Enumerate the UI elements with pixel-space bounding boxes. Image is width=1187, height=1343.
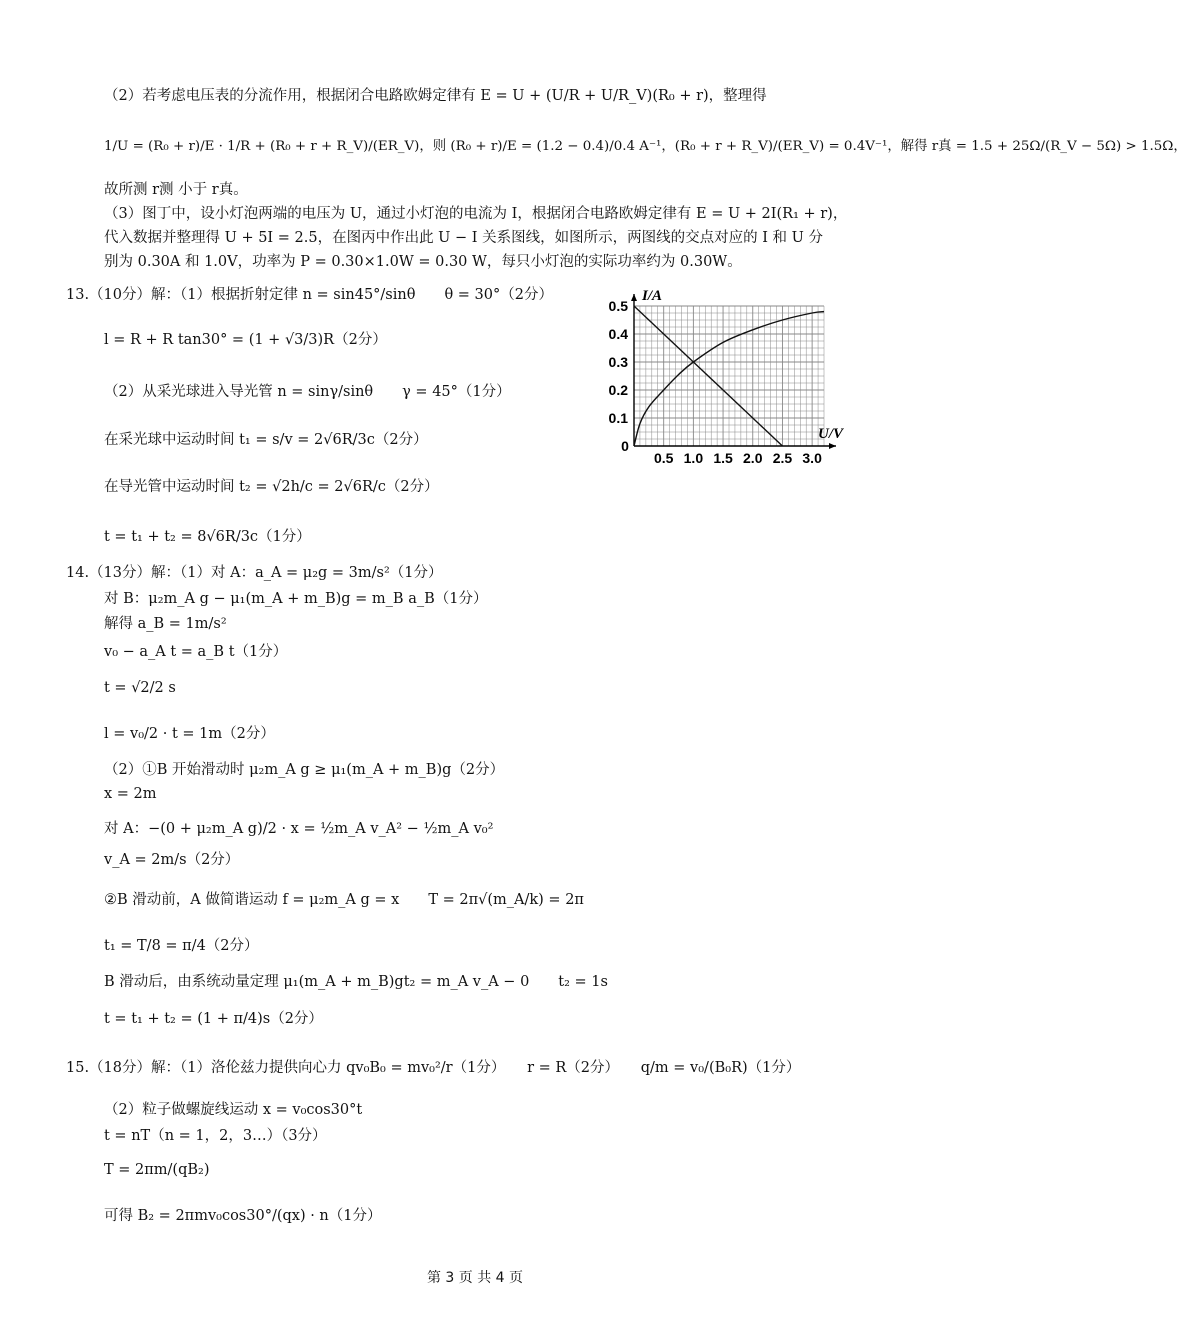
x-tick-label: 2.5 — [772, 450, 793, 466]
origin-label: 0 — [621, 438, 629, 454]
page-footer: 第 3 页 共 4 页 — [426, 1270, 524, 1286]
x-tick-label: 1.5 — [713, 450, 733, 466]
y-axis-label: I/A — [642, 288, 663, 304]
y-tick-label: 0.3 — [608, 354, 628, 370]
q14-line-x: x = 2m — [104, 786, 157, 802]
q15-line-x: （2）粒子做螺旋线运动 x = v₀cos30°t — [104, 1102, 363, 1118]
x-tick-label: 1.0 — [683, 450, 704, 466]
y-tick-label: 0.1 — [608, 410, 628, 426]
x-axis-arrow — [829, 443, 836, 449]
q14-line-energy: 对 A：−(0 + μ₂m_A g)/2 · x = ½m_A v_A² − ½m_A v₀² — [104, 821, 494, 837]
p3-line-2: 代入数据并整理得 U + 5I = 2.5，在图丙中作出此 U − I 关系图线，如图所示，两图线的交点对应的 I 和 U 分 — [104, 230, 823, 246]
q13-line-t1: 在采光球中运动时间 t₁ = s/v = 2√6R/3c（2分） — [104, 432, 428, 448]
q14-header: 14.（13分）解：（1）对 A：a_A = μ₂g = 3m/s²（1分） — [66, 565, 443, 581]
q14-line-t1: t₁ = T/8 = π/4（2分） — [104, 938, 259, 954]
p3-line-3: 别为 0.30A 和 1.0V，功率为 P = 0.30×1.0W = 0.30 W，每只小灯泡的实际功率约为 0.30W。 — [104, 254, 742, 270]
q13-line-n2: （2）从采光球进入导光管 n = sinγ/sinθ γ = 45°（1分） — [104, 384, 511, 400]
x-axis-label: U/V — [818, 426, 844, 442]
p2-line-1: （2）若考虑电压表的分流作用，根据闭合电路欧姆定律有 E = U + (U/R + U/R_V)(R₀ + r)，整理得 — [104, 88, 767, 104]
q13-header: 13.（10分）解：（1）根据折射定律 n = sin45°/sinθ θ = 30°（2分） — [66, 287, 553, 303]
q14-line-shm: ②B 滑动前，A 做简谐运动 f = μ₂m_A g = x T = 2π√(m_A/k) = 2π — [104, 892, 584, 908]
q15-line-B2: 可得 B₂ = 2πmv₀cos30°/(qx) · n（1分） — [104, 1208, 382, 1224]
p2-line-3: 故所测 r测 小于 r真。 — [104, 182, 248, 198]
q13-line-t2: 在导光管中运动时间 t₂ = √2h/c = 2√6R/c（2分） — [104, 479, 439, 495]
graph-grid — [634, 306, 824, 446]
q15-line-T: T = 2πm/(qB₂) — [104, 1162, 210, 1178]
q14-line-t: t = √2/2 s — [104, 680, 176, 696]
x-tick-label: 2.0 — [743, 450, 763, 466]
x-tick-label: 0.5 — [653, 450, 674, 466]
y-tick-label: 0.5 — [608, 298, 628, 314]
y-tick-label: 0.4 — [608, 326, 628, 342]
p3-line-1: （3）图丁中，设小灯泡两端的电压为 U，通过小灯泡的电流为 I，根据闭合电路欧姆定律有 E = U + 2I(R₁ + r)， — [104, 206, 848, 222]
y-tick-label: 0.2 — [608, 382, 628, 398]
iu-graph — [592, 278, 842, 468]
q14-line-momentum: B 滑动后，由系统动量定理 μ₁(m_A + m_B)gt₂ = m_A v_A − 0 t₂ = 1s — [104, 974, 608, 990]
q15-line-t: t = nT（n = 1，2，3…）（3分） — [104, 1128, 327, 1144]
q14-line-b: 对 B：μ₂m_A g − μ₁(m_A + m_B)g = m_B a_B（1分） — [104, 591, 488, 607]
q14-line-va: v_A = 2m/s（2分） — [104, 852, 240, 868]
q13-line-t: t = t₁ + t₂ = 8√6R/3c（1分） — [104, 529, 311, 545]
q14-line-v0: v₀ − a_A t = a_B t（1分） — [104, 644, 288, 660]
y-axis-arrow — [631, 294, 637, 301]
q13-line-l: l = R + R tan30° = (1 + √3/3)R（2分） — [104, 332, 387, 348]
q15-header: 15.（18分）解：（1）洛伦兹力提供向心力 qv₀B₀ = mv₀²/r（1分） r = R（2分） q/m = v₀/(B₀R)（1分） — [66, 1060, 801, 1076]
p2-line-2: 1/U = (R₀ + r)/E · 1/R + (R₀ + r + R_V)/(ER_V)，则 (R₀ + r)/E = (1.2 − 0.4)/0.4 A⁻¹，(R₀ + r + R_V)/(ER_V) = 0.4V⁻¹，解得 r真 = 1.5 + 25Ω/(R_V − 5Ω) > 1.5Ω， — [104, 139, 1187, 154]
x-tick-label: 3.0 — [802, 450, 822, 466]
q14-line-ab: 解得 a_B = 1m/s² — [104, 616, 227, 632]
q14-line-total: t = t₁ + t₂ = (1 + π/4)s（2分） — [104, 1011, 323, 1027]
q14-line-l: l = v₀/2 · t = 1m（2分） — [104, 726, 275, 742]
graph-axes — [631, 294, 836, 449]
q14-line-slide: （2）①B 开始滑动时 μ₂m_A g ≥ μ₁(m_A + m_B)g（2分） — [104, 762, 505, 778]
